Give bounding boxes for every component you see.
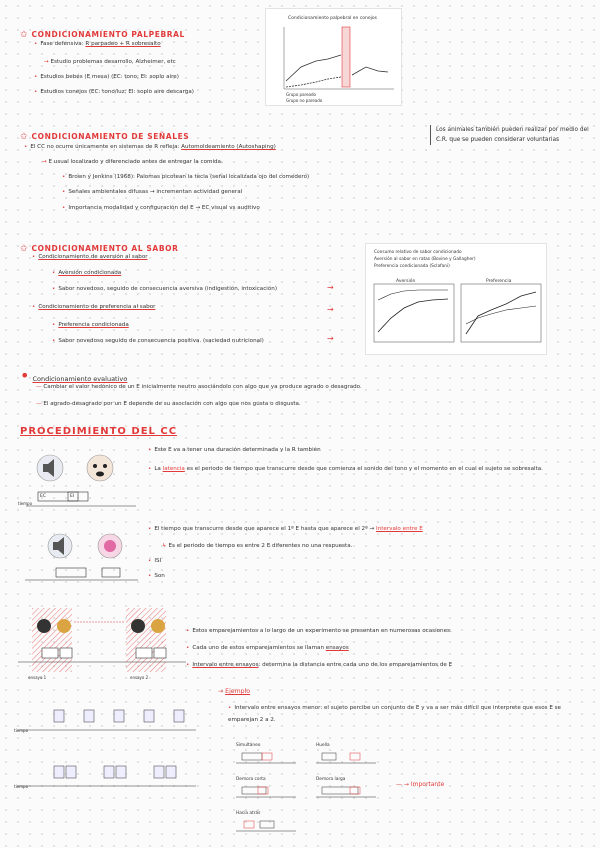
figure-chart bbox=[366, 244, 546, 354]
line: • Señales ambientales difusas → incrementan actividad general bbox=[62, 189, 243, 195]
diagram-isi bbox=[20, 528, 140, 588]
section-title: Condicionamiento evaluativo bbox=[32, 375, 128, 383]
label-ec: EC bbox=[40, 494, 46, 499]
ejemplo-label: → Ejemplo bbox=[218, 688, 251, 695]
line: • Intervalo entre ensayos: determina la distancia entre cada uno de los emparejamientos de E bbox=[186, 662, 453, 668]
line: • Brown y Jenkins (1968): Palomas picotean la tecla (señal localizada ojo del comedero) bbox=[62, 174, 310, 180]
figure-sabor bbox=[365, 243, 547, 355]
section-sabor bbox=[20, 236, 179, 255]
label-ei: EI bbox=[70, 494, 75, 499]
star-icon: ✩ bbox=[20, 132, 28, 142]
axis-label-tiempo: tiempo bbox=[18, 501, 33, 506]
line: • Intervalo entre ensayos menor: el sujeto percibe un conjunto de E y va a ser más difícil que interprete que esos E se emparejan 2 a 2. bbox=[228, 705, 562, 723]
section-title: CONDICIONAMIENTO DE SEÑALES bbox=[31, 132, 190, 141]
line: — El agrado-desagrado por un E depende de su asociación con algo que nos gusta o disgusta. bbox=[36, 401, 301, 407]
line: • Cada uno de estos emparejamientos se llaman ensayos bbox=[186, 645, 349, 651]
section-senales bbox=[20, 124, 189, 143]
line: • Estos emparejamientos a lo largo de un experimento se presentan en numerosas ocasiones. bbox=[186, 628, 452, 634]
arrow-icon: → bbox=[327, 334, 334, 343]
axis-label-tiempo: tiempo bbox=[14, 784, 29, 789]
line: • Sabor novedoso seguido de consecuencia positiva. (saciedad nutricional) bbox=[52, 338, 264, 344]
arrow-icon: → bbox=[327, 283, 334, 292]
line: • ISI bbox=[148, 558, 162, 564]
line: • El CC no ocurre únicamente en sistemas de R refleja: Automoldeamiento (Autoshaping) bbox=[24, 144, 276, 150]
line: • Son bbox=[148, 573, 165, 579]
diagram-intervalos bbox=[14, 704, 200, 808]
figure-palpebral bbox=[265, 8, 402, 106]
line: • Importancia modalidad y configuración del E → EC visual vs auditivo bbox=[62, 205, 260, 211]
proc-demora-larga: Demora larga bbox=[316, 776, 376, 809]
star-icon: ✩ bbox=[20, 30, 28, 40]
line: • El tiempo que transcurre desde que aparece el 1º E hasta que aparece el 2º → Intervalo entre E bbox=[148, 526, 423, 532]
section-title: CONDICIONAMIENTO AL SABOR bbox=[31, 244, 179, 253]
line: • La latencia es el periodo de tiempo que transcurre desde que comienza el sonido del tono y el momento en el cual el sujeto se sobresalta. bbox=[148, 466, 543, 472]
section-title-procedimiento: PROCEDIMIENTO DEL CC bbox=[20, 426, 178, 437]
line: • Fase defensiva: R parpadeo + R sobresalto bbox=[34, 41, 161, 47]
fig-line: Preferencia condicionada (Sclafani) bbox=[374, 264, 450, 269]
line: → E usual localizado y diferenciado antes de entregar la comida. bbox=[42, 159, 223, 165]
star-icon: ✩ bbox=[20, 244, 28, 254]
label-ensayo-2: ensayo 2 bbox=[130, 675, 149, 680]
line: • Aversión condicionada bbox=[52, 270, 122, 276]
fig-line: Consumo relativo de sabor condicionado bbox=[374, 250, 462, 255]
proc-huella: Huella bbox=[316, 742, 376, 775]
arrow-icon: → bbox=[327, 305, 334, 314]
section-palpebral bbox=[20, 22, 185, 41]
label-ensayo-1: ensayo 1 bbox=[28, 675, 47, 680]
line: • Condicionamiento de aversión al sabor bbox=[32, 254, 148, 260]
figure-title: Condicionamiento palpebral en conejos bbox=[288, 16, 378, 21]
panel-title: Preferencia bbox=[486, 279, 512, 284]
side-note: Los animales también pueden realizar por medio del C.R. que se pueden considerar voluntarias bbox=[430, 125, 596, 145]
section-title: CONDICIONAMIENTO PALPEBRAL bbox=[31, 30, 185, 39]
fig-line: Aversión al sabor en ratas (Bovine y Gallagher) bbox=[374, 257, 476, 262]
line: • Preferencia condicionada bbox=[52, 322, 129, 328]
line: • Sabor novedoso, seguido de consecuencia aversiva (indigestión, intoxicación) bbox=[52, 286, 278, 292]
proc-simultaneo: Simultáneo bbox=[236, 742, 296, 775]
importante-label: — → Importante bbox=[396, 781, 445, 788]
proc-demora-corta: Demora corta bbox=[236, 776, 296, 809]
diagram-latencia bbox=[18, 446, 138, 516]
line: • Este E va a tener una duración determinada y la R también bbox=[148, 447, 321, 453]
line: ↳ Es el periodo de tiempo es entre 2 E diferentes no una respuesta. bbox=[162, 543, 353, 549]
panel-title: Aversión bbox=[396, 279, 416, 284]
section-evaluativo: • Condicionamiento evaluativo bbox=[20, 366, 128, 385]
legend-2: Grupo no pareado bbox=[286, 98, 323, 103]
line: • Estudios conejos (EC: tono/luz; EI: soplo aire descarga) bbox=[34, 89, 194, 95]
line: — Cambiar el valor hedónico de un E inicialmente neutro asociándolo con algo que ya produce agrado o desagrado. bbox=[36, 384, 362, 390]
line: • Condicionamiento de preferencia al sabor bbox=[32, 304, 156, 310]
legend-1: Grupo pareado bbox=[286, 92, 316, 97]
line: → Estudio problemas desarrollo, Alzheimer, etc bbox=[44, 59, 176, 65]
proc-hacia-atras: Hacia atrás bbox=[236, 810, 296, 843]
axis-label-tiempo: tiempo bbox=[14, 728, 29, 733]
line: • Estudios bebés (E mesa) (EC: tono; EI: soplo aire) bbox=[34, 74, 179, 80]
diagram-ensayos bbox=[14, 604, 190, 680]
